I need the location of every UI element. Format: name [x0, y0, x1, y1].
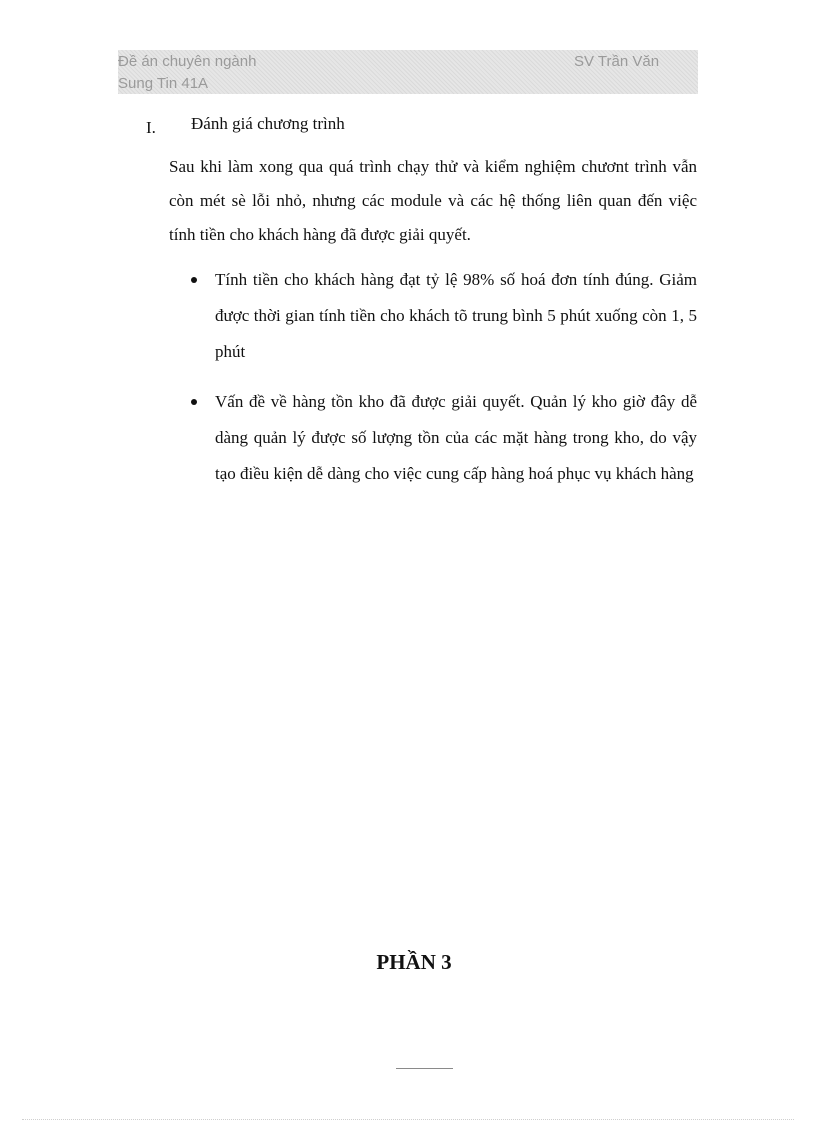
part-title: PHẦN 3: [376, 950, 452, 974]
section-number: I.: [146, 118, 156, 137]
section-title: Đánh giá chương trình: [191, 114, 345, 133]
list-item-text: Tính tiền cho khách hàng đạt tỷ lệ 98% số hoá đơn tính đúng. Giảm được thời gian tính tiền cho khách tõ trung bình 5 phút xuống còn 1, 5 phút: [215, 270, 697, 361]
header-course-title: Đề án chuyên ngành: [118, 53, 257, 70]
header-class: Sung Tin 41A: [118, 75, 209, 92]
list-item-text: Vấn đề về hàng tồn kho đã được giải quyết. Quản lý kho giờ đây dễ dàng quản lý được số lượng tồn của các mặt hàng trong kho, do vậy tạo điều kiện dễ dàng cho việc cung cấp hàng hoá phục vụ khách hàng: [215, 392, 697, 483]
header-student-name: SV Trần Văn: [574, 53, 660, 70]
page-bottom-border: [22, 1119, 794, 1120]
list-item: [188, 384, 697, 492]
body-paragraph: Sau khi làm xong qua quá trình chạy thử và kiểm nghiệm chươnt trình vẫn còn mét sè lỗi nhỏ, nhưng các module và các hệ thống liên quan đến việc tính tiền cho khách hàng đã được giải quyết.: [169, 157, 697, 244]
bullet-icon: [191, 399, 197, 405]
bullet-icon: [191, 277, 197, 283]
list-item: [188, 262, 697, 370]
bullet-list: [188, 262, 697, 506]
footer-line: [396, 1068, 453, 1069]
